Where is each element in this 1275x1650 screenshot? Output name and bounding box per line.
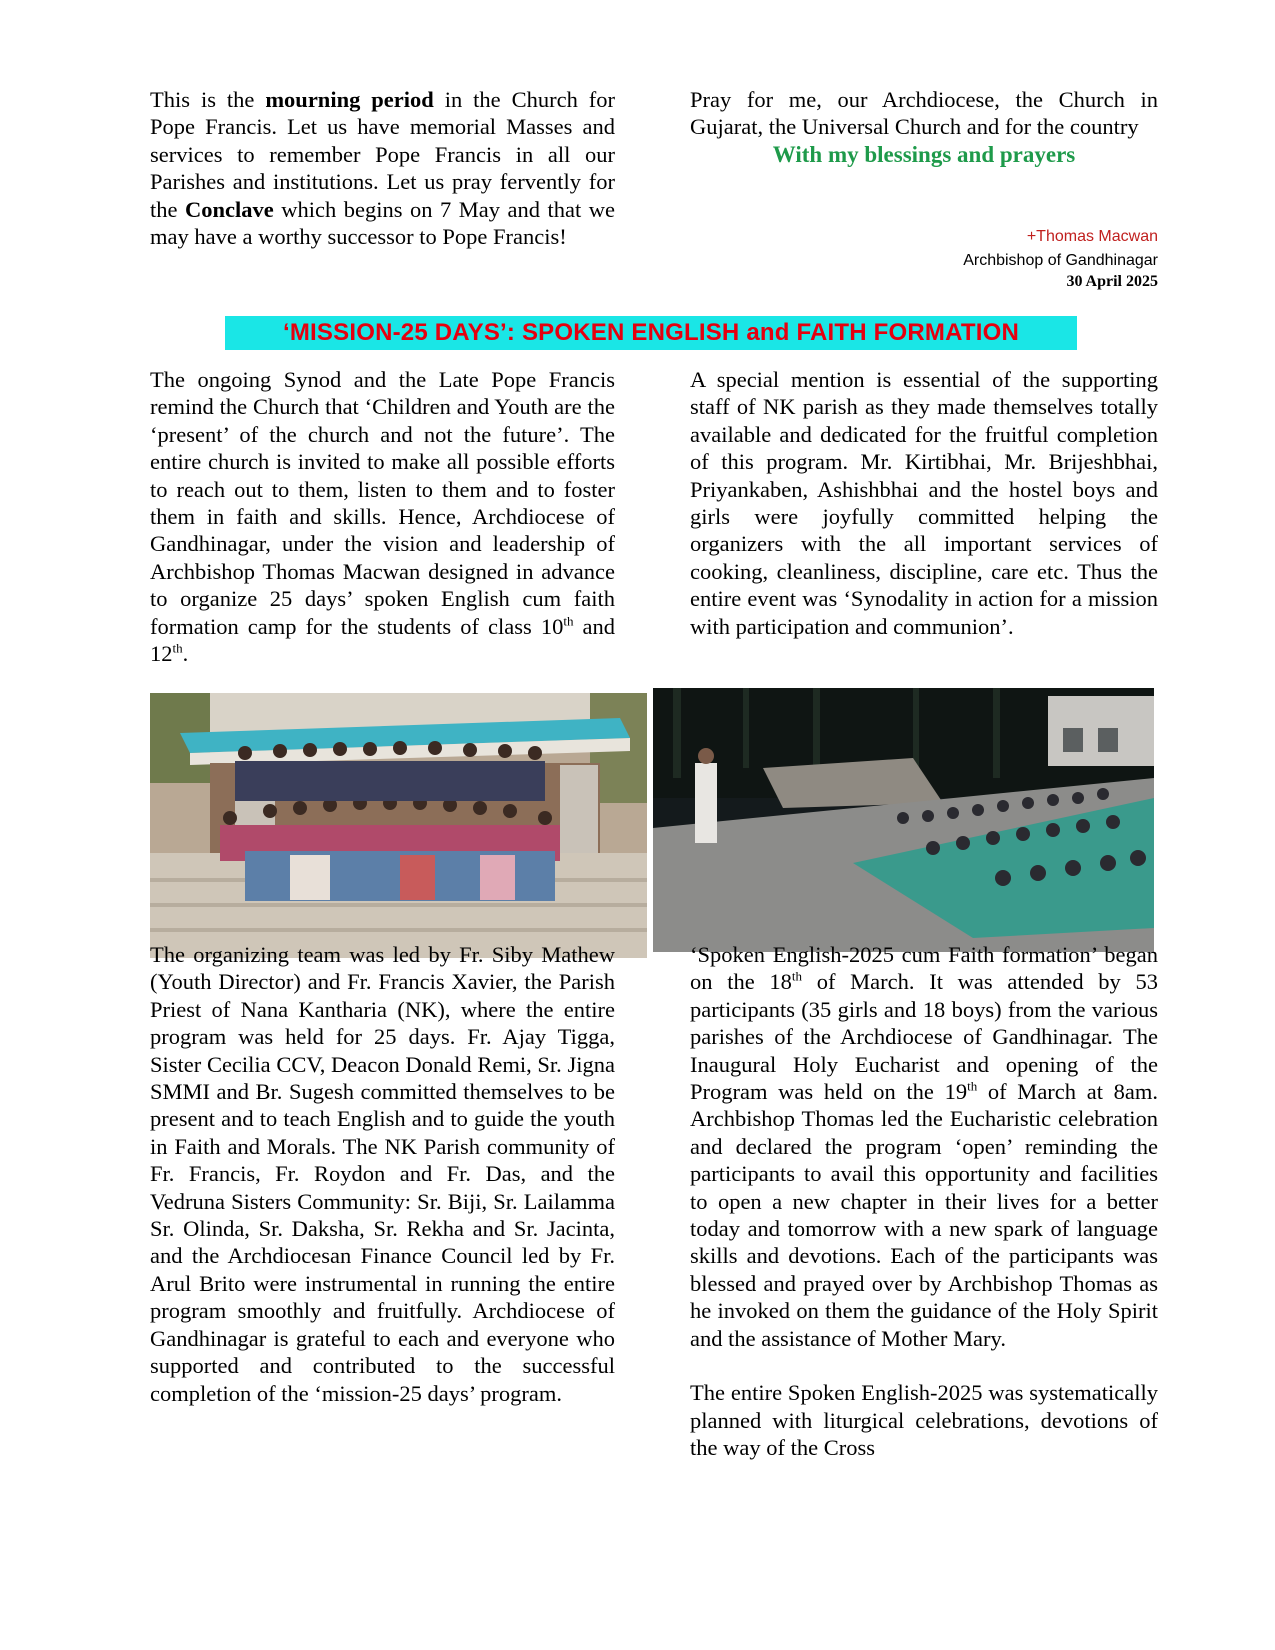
bottom-right-paragraphs: ‘Spoken English-2025 cum Faith formation’ began on the 18th of March. It was attended by 53 participants (35 girls and 18 boys) from the various parishes of the Archdiocese of Gandhinagar. The Inaugural Holy Eucharist and opening of the Program was held on the 19th of March at 8am. Archbishop Thomas led the Eucharistic celebration and declared the program ‘open’ reminding the participants to avail this opportunity and facilities to open a new chapter in their lives for a better today and tomorrow with a new spark of language skills and devotions. Each of the participants was blessed and prayed over by Archbishop Thomas as he invoked on them the guidance of the Holy Spirit and the assistance of Mother Mary. The entire Spoken English-2025 was systematically planned with liturgical celebrations, devotions of the way of the Cross: [690, 942, 1158, 1460]
signature-title: Archbishop of Gandhinagar: [963, 252, 1158, 269]
top-right-paragraph: [690, 86, 1158, 168]
prayer-request: Pray for me, our Archdiocese, the Church in Gujarat, the Universal Church and for the country: [690, 87, 1158, 140]
top-left-paragraph: This is the mourning period in the Church for Pope Francis. Let us have memorial Masses and services to remember Pope Francis in all our Parishes and institutions. Let us pray fervently for the Conclave which begins on 7 May and that we may have a worthy successor to Pope Francis!: [150, 87, 615, 250]
bottom-right-paragraph-2: The entire Spoken English-2025 was systematically planned with liturgical celebrations, devotions of the way of the Cross: [690, 1380, 1158, 1460]
bottom-left-paragraph: The organizing team was led by Fr. Siby Mathew (Youth Director) and Fr. Francis Xavier, the Parish Priest of Nana Kantharia (NK), where the entire program was held for 25 days. Fr. Ajay Tigga, Sister Cecilia CCV, Deacon Donald Remi, Sr. Jigna SMMI and Br. Sugesh committed themselves to be present and to teach English and to guide the youth in Faith and Morals. The NK Parish community of Fr. Francis, Fr. Roydon and Fr. Das, and the Vedruna Sisters Community: Sr. Biji, Sr. Lailamma Sr. Olinda, Sr. Daksha, Sr. Rekha and Sr. Jacinta, and the Archdiocesan Finance Council led by Fr. Arul Brito were instrumental in running the entire program smoothly and fruitfully. Archdiocese of Gandhinagar is grateful to each and everyone who supported and contributed to the successful completion of the ‘mission-25 days’ program.: [150, 942, 615, 1406]
evening-gathering-photo: [653, 688, 1154, 952]
mid-right-paragraph: A special mention is essential of the supporting staff of NK parish as they made themselves totally available and dedicated for the fruitful completion of this program. Mr. Kirtibhai, Mr. Brijeshbhai, Priyankaben, Ashishbhai and the hostel boys and girls were joyfully committed helping the organizers with the all important services of cooking, cleanliness, discipline, care etc. Thus the entire event was ‘Synodality in action for a mission with participation and communion’.: [690, 367, 1158, 639]
signature-name: +Thomas Macwan: [1026, 228, 1158, 245]
blessing-line: With my blessings and prayers: [772, 141, 1076, 167]
signature-date: 30 April 2025: [1066, 273, 1158, 290]
article-headline: ‘MISSION-25 DAYS’: SPOKEN ENGLISH and FAITH FORMATION: [225, 316, 1077, 350]
group-photo-on-steps: [150, 693, 647, 958]
mid-left-paragraph: The ongoing Synod and the Late Pope Francis remind the Church that ‘Children and Youth are the ‘present’ of the church and not the future’. The entire church is invited to make all possible efforts to reach out to them, listen to them and to foster them in faith and skills. Hence, Archdiocese of Gandhinagar, under the vision and leadership of Archbishop Thomas Macwan designed in advance to organize 25 days’ spoken English cum faith formation camp for the students of class 10th and 12th.: [150, 367, 615, 667]
